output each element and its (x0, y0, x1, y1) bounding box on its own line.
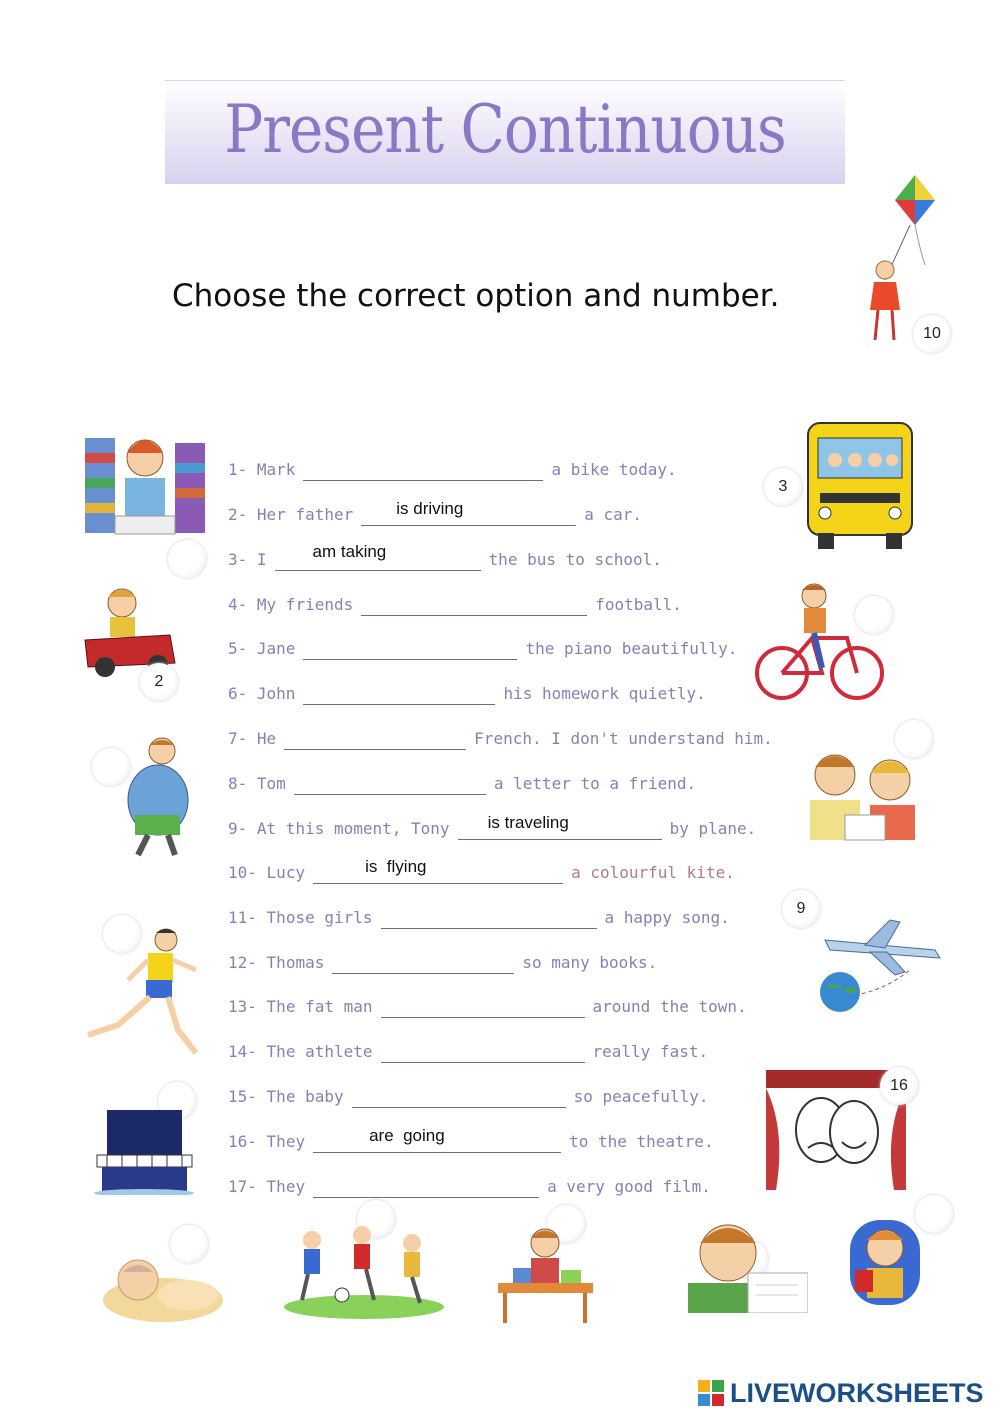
answer-blank[interactable] (303, 452, 543, 481)
answer-text: is traveling (487, 813, 569, 832)
sentence-row (228, 720, 773, 750)
answer-text: is driving (396, 499, 464, 518)
instruction-text: Choose the correct option and number. (172, 278, 780, 314)
sentence-row (228, 451, 677, 481)
football-kids-picture (282, 1215, 447, 1320)
books-boy-picture (80, 428, 210, 538)
sentence-number: 13- (228, 997, 257, 1016)
sentence-number: 9- (228, 819, 248, 838)
sentence-row (228, 988, 747, 1018)
sentence-rest: a bike today. (551, 460, 677, 479)
writing-kids-picture (790, 745, 930, 845)
answer-blank[interactable] (303, 631, 517, 660)
school-bus-picture (800, 418, 920, 553)
homework-boy-picture (493, 1218, 598, 1328)
bike-boy-picture (752, 578, 887, 703)
runner-picture (78, 925, 203, 1060)
sentence-row (228, 496, 642, 526)
answer-blank[interactable] (284, 721, 466, 750)
sentence-number: 1- (228, 460, 248, 479)
sentence-subject: The fat man (266, 997, 373, 1016)
sentence-rest: the piano beautifully. (525, 639, 738, 658)
sentence-number: 4- (228, 595, 248, 614)
sentence-subject: Mark (256, 460, 296, 479)
sentence-rest: football. (595, 595, 682, 614)
sentence-subject: At this moment, Tony (256, 819, 450, 838)
sentence-rest: a colourful kite. (571, 863, 735, 882)
sentence-number: 3- (228, 550, 248, 569)
picture-label-kite[interactable]: 10 (913, 315, 951, 353)
liveworksheets-logo-icon (698, 1380, 724, 1406)
sentence-number: 12- (228, 953, 257, 972)
answer-text: am taking (312, 542, 387, 561)
footer-brand (698, 1377, 984, 1409)
answer-blank[interactable] (303, 676, 495, 705)
title-banner (165, 80, 845, 184)
sentence-subject: Her father (256, 505, 354, 524)
sentence-row (228, 630, 737, 660)
answer-blank[interactable] (361, 587, 587, 616)
airplane-picture (815, 910, 945, 1020)
answer-blank[interactable] (275, 542, 481, 571)
sentence-number: 16- (228, 1132, 257, 1151)
answer-text: are going (369, 1126, 445, 1145)
sentence-subject: Tom (256, 774, 286, 793)
sentence-row (228, 899, 730, 929)
sentence-rest: a happy song. (604, 908, 730, 927)
fat-man-picture (120, 735, 195, 860)
sentence-rest: to the theatre. (569, 1132, 714, 1151)
movie-boy-picture (845, 1210, 925, 1310)
sentence-row (228, 586, 682, 616)
picture-label-car[interactable]: 2 (140, 663, 178, 701)
answer-blank[interactable] (381, 900, 597, 929)
sentence-number: 7- (228, 729, 248, 748)
sentence-row (228, 541, 662, 571)
sentence-rest: a very good film. (547, 1177, 711, 1196)
answer-blank[interactable] (352, 1079, 566, 1108)
answer-blank[interactable] (361, 497, 576, 526)
answer-blank[interactable] (294, 766, 486, 795)
sentence-row (228, 1078, 708, 1108)
answer-blank[interactable] (381, 989, 585, 1018)
sentence-rest: so peacefully. (573, 1087, 709, 1106)
answer-blank[interactable] (313, 1169, 539, 1198)
sentence-subject: He (256, 729, 277, 748)
piano-picture (92, 1105, 197, 1195)
page-title: Present Continuous (224, 89, 786, 169)
sentence-subject: Jane (256, 639, 296, 658)
sentence-rest: French. I don't understand him. (474, 729, 773, 748)
sentence-number: 15- (228, 1087, 257, 1106)
sentence-rest: a letter to a friend. (493, 774, 697, 793)
sentence-subject: Those girls (266, 908, 373, 927)
sentence-rest: so many books. (522, 953, 658, 972)
brand-name[interactable]: LIVEWORKSHEETS (730, 1377, 984, 1408)
sentence-subject: Thomas (266, 953, 325, 972)
sentence-subject: The athlete (266, 1042, 373, 1061)
sentence-row (228, 1168, 711, 1198)
picture-label-bus[interactable]: 3 (764, 468, 802, 506)
answer-blank[interactable] (458, 811, 662, 840)
sentence-subject: Lucy (266, 863, 306, 882)
answer-blank[interactable] (381, 1034, 585, 1063)
sentence-subject: The baby (266, 1087, 344, 1106)
sentence-number: 11- (228, 908, 257, 927)
sentence-rest: his homework quietly. (503, 684, 706, 703)
letter-writing-picture (668, 1213, 808, 1313)
sentence-rest: a car. (584, 505, 643, 524)
sentence-subject: My friends (256, 595, 354, 614)
sentence-row (228, 1123, 714, 1153)
sentence-number: 5- (228, 639, 248, 658)
sentence-rest: the bus to school. (488, 550, 662, 569)
answer-text: is flying (365, 857, 427, 876)
sentence-row (228, 1033, 708, 1063)
sentence-row (228, 944, 657, 974)
sentence-row (228, 854, 735, 884)
sentence-number: 10- (228, 863, 257, 882)
sentence-number: 14- (228, 1042, 257, 1061)
sentence-number: 8- (228, 774, 248, 793)
sentence-number: 6- (228, 684, 248, 703)
sentence-subject: I (256, 550, 267, 569)
sentence-number: 17- (228, 1177, 257, 1196)
sentence-rest: by plane. (669, 819, 757, 838)
sentence-rest: really fast. (592, 1042, 709, 1061)
sentence-subject: John (256, 684, 296, 703)
answer-blank[interactable] (332, 945, 514, 974)
sentence-row (228, 765, 696, 795)
answer-blank[interactable] (313, 855, 563, 884)
sleeping-baby-picture (98, 1240, 228, 1325)
picture-label-theatre[interactable]: 16 (880, 1067, 918, 1105)
answer-blank[interactable] (313, 1124, 561, 1153)
sentence-row (228, 810, 756, 840)
sentence-rest: around the town. (592, 997, 747, 1016)
picture-label-airplane[interactable]: 9 (782, 890, 820, 928)
picture-label-empty[interactable] (168, 540, 206, 578)
sentence-row (228, 675, 706, 705)
sentence-subject: They (266, 1132, 306, 1151)
sentence-subject: They (266, 1177, 306, 1196)
sentence-number: 2- (228, 505, 248, 524)
